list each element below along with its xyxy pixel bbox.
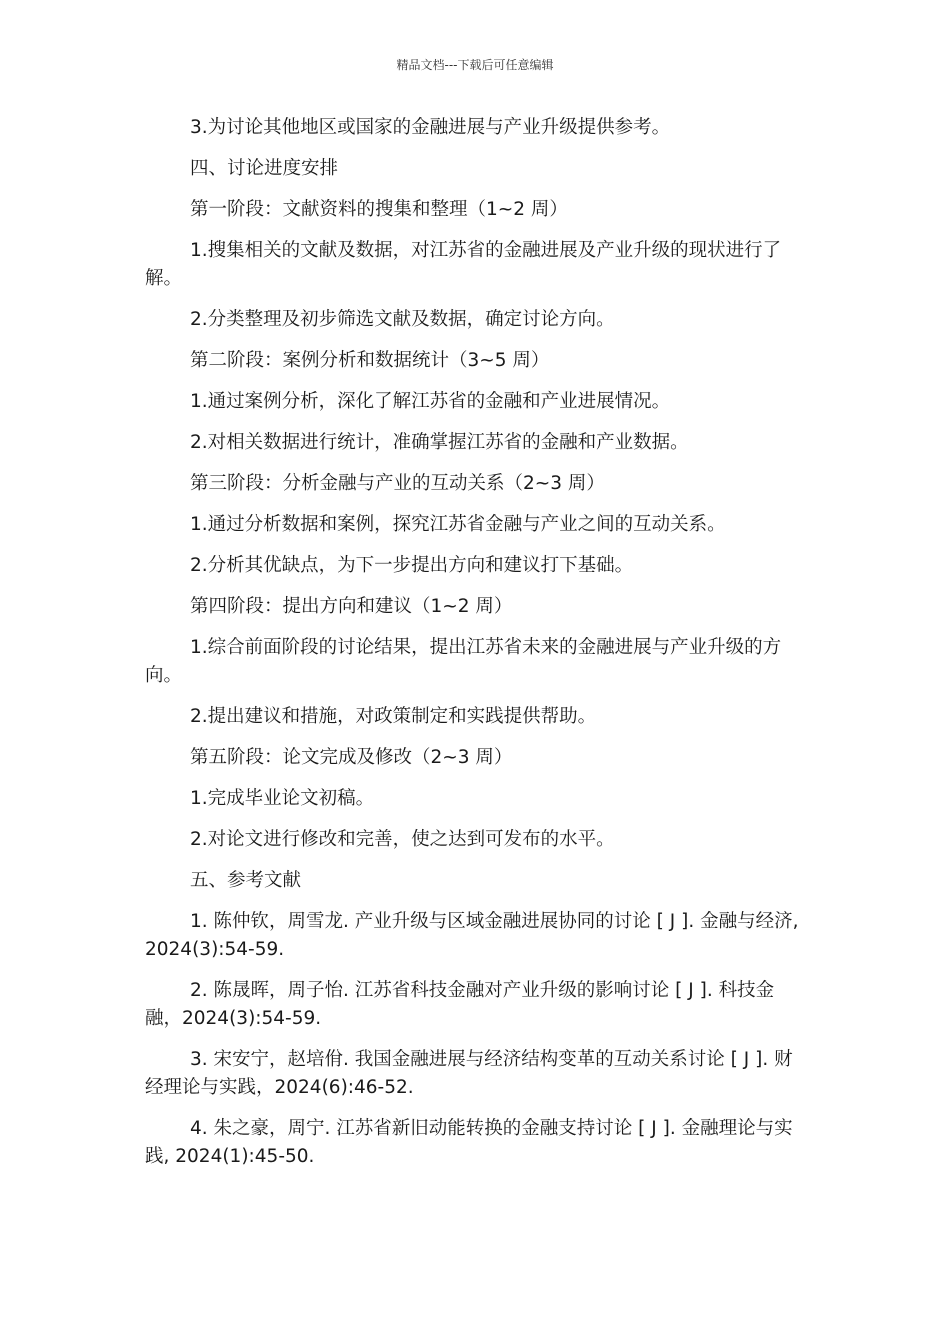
section-heading-references: 五、参考文献	[190, 870, 302, 891]
stage-3-item-2: 2.分析其优缺点，为下一步提出方向和建议打下基础。	[190, 555, 634, 576]
stage-4-item-2: 2.提出建议和措施，对政策制定和实践提供帮助。	[190, 706, 597, 727]
stage-3-heading: 第三阶段：分析金融与产业的互动关系（2~3 周）	[190, 473, 605, 494]
stage-2-heading: 第二阶段：案例分析和数据统计（3~5 周）	[190, 350, 550, 371]
stage-3-item-1: 1.通过分析数据和案例，探究江苏省金融与产业之间的互动关系。	[190, 514, 726, 535]
stage-1-item-2: 2.分类整理及初步筛选文献及数据，确定讨论方向。	[190, 309, 615, 330]
stage-4-heading: 第四阶段：提出方向和建议（1~2 周）	[190, 596, 513, 617]
stage-2-item-1: 1.通过案例分析，深化了解江苏省的金融和产业进展情况。	[190, 391, 671, 412]
stage-5-heading: 第五阶段：论文完成及修改（2~3 周）	[190, 747, 513, 768]
document-body	[145, 114, 805, 1184]
reference-1: 1. 陈仲钦，周雪龙. 产业升级与区域金融进展协同的讨论 [ J ]. 金融与经济, 2024(3):54-59.	[145, 911, 799, 960]
stage-5-item-1: 1.完成毕业论文初稿。	[190, 788, 375, 809]
reference-4: 4. 朱之豪，周宁. 江苏省新旧动能转换的金融支持讨论 [ J ]. 金融理论与实践, 2024(1):45-50.	[145, 1118, 793, 1167]
stage-1-heading: 第一阶段：文献资料的搜集和整理（1~2 周）	[190, 199, 568, 220]
paragraph-goal-3: 3.为讨论其他地区或国家的金融进展与产业升级提供参考。	[190, 117, 671, 138]
stage-2-item-2: 2.对相关数据进行统计，准确掌握江苏省的金融和产业数据。	[190, 432, 689, 453]
reference-3: 3. 宋安宁，赵培佾. 我国金融进展与经济结构变革的互动关系讨论 [ J ]. 财经理论与实践，2024(6):46-52.	[145, 1049, 793, 1098]
section-heading-schedule: 四、讨论进度安排	[190, 158, 339, 179]
reference-2: 2. 陈晟晖，周子怡. 江苏省科技金融对产业升级的影响讨论 [ J ]. 科技金融，2024(3):54-59.	[145, 980, 775, 1029]
stage-4-item-1: 1.综合前面阶段的讨论结果，提出江苏省未来的金融进展与产业升级的方向。	[145, 637, 782, 686]
page-header: 精品文档---下载后可任意编辑	[396, 58, 554, 72]
stage-5-item-2: 2.对论文进行修改和完善，使之达到可发布的水平。	[190, 829, 615, 850]
stage-1-item-1: 1.搜集相关的文献及数据，对江苏省的金融进展及产业升级的现状进行了解。	[145, 240, 782, 289]
